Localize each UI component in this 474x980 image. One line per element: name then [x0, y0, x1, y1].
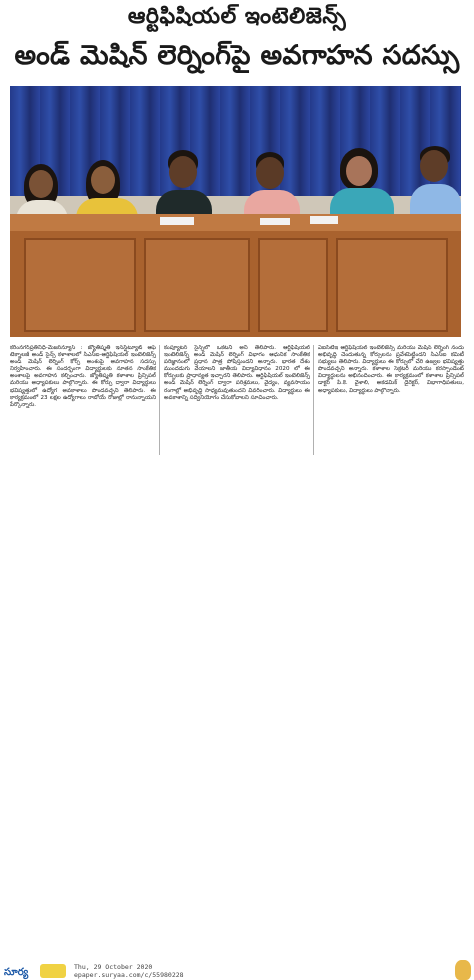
brand-logo: సూర్య — [4, 967, 29, 978]
article-column-1: కరీంనగర్‌ప్రతినిధి-మేజర్‌న్యూస్ : జ్యోతిష్మతి ఇన్‌స్టిట్యూట్ ఆఫ్ టెక్నాలజీ అండ్ సైన్స్ కళాశాలలో సిఎస్ఐ-ఆర్టిఫిషియల్ ఇంటెలిజెన్స్ అండ్ మెషిన్ లెర్నింగ్ కోర్స్ అంశంపై అవగాహన సదస్సు నిర్వహించారు. ఈ సందర్భంగా విద్యార్థులకు నూతన సాంకేతిక అంశాలపై అవగాహన కల్పించారు. జ్యోతిష్మతి కళాశాల ప్రిన్సిపల్ మరియు అధ్యాపకులు పాల్గొన్నారు. ఈ కోర్సు ద్వారా విద్యార్థులు భవిష్యత్తులో ఉద్యోగ అవకాశాలు పొందవచ్చని తెలిపారు. ఈ కార్యక్రమంలో 23 లక్షల ఉద్యోగాలు రాబోయే రోజుల్లో రానున్నాయని పేర్కొన్నారు. — [10, 345, 156, 408]
brand-badge — [40, 964, 66, 978]
news-photo — [10, 86, 461, 337]
table-panel — [24, 238, 136, 332]
article-column-2: కంప్యూటర్ సైన్స్‌లో ఒకటని అని తెలిపారు. ఆర్టిఫిషియల్ ఇంటెలిజెన్స్ అండ్ మెషిన్ లెర్నింగ్ విభాగం ఆధునిక సాంకేతిక పరిజ్ఞానంలో ప్రధాన పాత్ర పోషిస్తుందని అన్నారు. భారత దేశం ముందడుగు వేయాలని జాతీయ విద్యావిధానం 2020 లో ఈ కోర్సులకు ప్రాధాన్యత ఇచ్చారని తెలిపారు. ఆర్టిఫిషియల్ ఇంటెలిజెన్స్ అండ్ మెషిన్ లెర్నింగ్ ద్వారా పరిశ్రమలు, వైద్యం, వ్యవసాయం రంగాల్లో అభివృద్ధి సాధ్యమవుతుందని వివరించారు. విద్యార్థులు ఈ అవకాశాన్ని సద్వినియోగం చేసుకోవాలని సూచించారు. — [164, 345, 310, 401]
photo-curtain — [10, 86, 461, 196]
table-panel — [336, 238, 448, 332]
paper-sheet — [310, 216, 338, 224]
table-panel — [258, 238, 328, 332]
column-divider — [159, 345, 160, 455]
table-panel — [144, 238, 250, 332]
headline-line-2: అండ్ మెషిన్ లెర్నింగ్‌పై అవగాహన సదస్సు — [14, 40, 460, 71]
paper-sheet — [260, 218, 290, 225]
footer-meta — [74, 963, 184, 979]
footer-date: Thu, 29 October 2020 — [74, 963, 153, 971]
column-divider — [313, 345, 314, 455]
footer — [0, 468, 474, 979]
article-column-3: ఏఐసిటిఇ ఆర్టిఫిషియల్ ఇంటెలిజెన్స్ మరియు మెషిన్ లెర్నింగ్ నందు అభివృద్ధి చెందుతున్న కోర్సులను ప్రవేశపెట్టిందని సిఎస్ఐ కమిటీ సభ్యులు తెలిపారు. విద్యార్థులు ఈ కోర్సులో చేరి ఉజ్వల భవిష్యత్తు పొందవచ్చని అన్నారు. కళాశాల సెక్రటరీ మరియు కరస్పాండెంట్ విద్యార్థులను అభినందించారు. ఈ కార్యక్రమంలో కళాశాల ప్రిన్సిపల్ డాక్టర్ పి.కె. వైశాలి, అకడమిక్ డైరెక్టర్, విభాగాధిపతులు, అధ్యాపకులు, విద్యార్థులు పాల్గొన్నారు. — [318, 345, 464, 394]
headline-line-1: ఆర్టిఫిషియల్ ఇంటెలిజెన్స్ — [127, 4, 347, 29]
footer-url[interactable]: epaper.suryaa.com/c/55980228 — [74, 971, 184, 979]
mascot-icon — [455, 960, 471, 980]
paper-sheet — [160, 217, 194, 225]
